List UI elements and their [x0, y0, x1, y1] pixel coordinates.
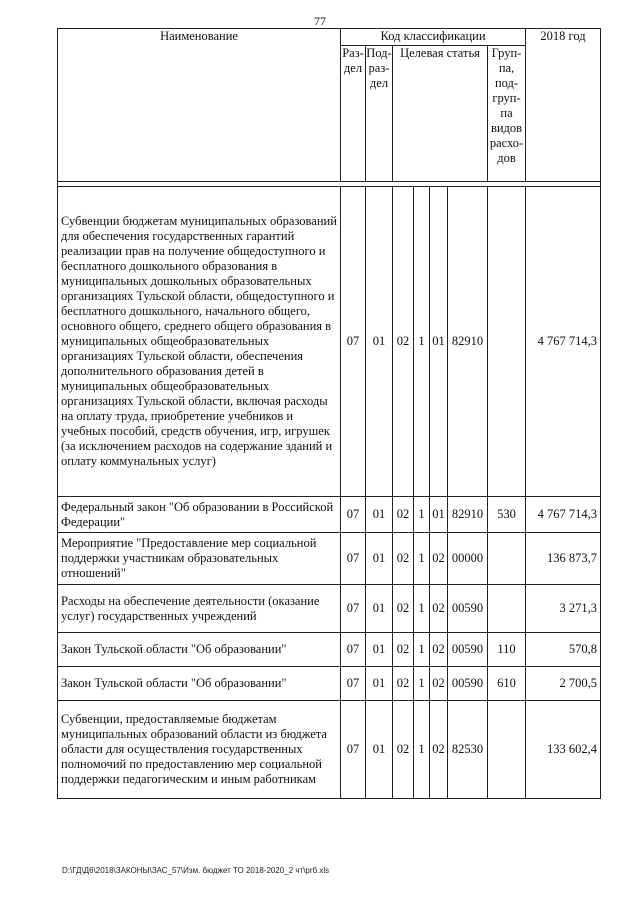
row-ts-program: 02 [393, 633, 414, 667]
row-ts-direction: 82910 [448, 187, 488, 497]
page-number: 77 [314, 14, 326, 28]
row-ts-program: 02 [393, 667, 414, 701]
row-name: Субвенции бюджетам муниципальных образований для обеспечения государственных гарантий реализации прав на получение общедоступного и бесплатного дошкольного образования в муниципальных дошкольных образовательных организациях Тульской области, общедоступного и бесплатного дошкольного, начального общего, основного общего, среднего общего образования в муниципальных общеобразовательных организациях Тульской области, обеспечения дополнительного образования детей в муниципальных общеобразовательных организациях Тульской области, включая расходы на оплату труда, приобретение учебников и учебных пособий, средств обучения, игр, игрушек (за исключением расходов на содержание зданий и оплату коммунальных услуг) [58, 187, 341, 497]
row-razdel: 07 [341, 701, 366, 799]
row-amount: 133 602,4 [526, 701, 601, 799]
row-name: Федеральный закон "Об образовании в Российской Федерации" [58, 497, 341, 533]
row-ts-direction: 00590 [448, 633, 488, 667]
row-group: 530 [488, 497, 526, 533]
row-razdel: 07 [341, 633, 366, 667]
row-group [488, 187, 526, 497]
row-ts-program: 02 [393, 701, 414, 799]
row-ts-subprogram: 1 [414, 187, 430, 497]
row-ts-event: 02 [430, 585, 448, 633]
row-razdel: 07 [341, 667, 366, 701]
row-podrazdel: 01 [366, 667, 393, 701]
row-ts-direction: 82530 [448, 701, 488, 799]
row-ts-direction: 00590 [448, 585, 488, 633]
row-amount: 4 767 714,3 [526, 187, 601, 497]
row-amount: 3 271,3 [526, 585, 601, 633]
row-razdel: 07 [341, 187, 366, 497]
row-razdel: 07 [341, 533, 366, 585]
header-classification: Код классификации [341, 29, 526, 46]
row-ts-direction: 00590 [448, 667, 488, 701]
row-ts-direction: 82910 [448, 497, 488, 533]
header-name: Наименование [58, 29, 341, 182]
row-ts-direction: 00000 [448, 533, 488, 585]
row-ts-subprogram: 1 [414, 533, 430, 585]
header-group: Груп- па, под- груп- па видов расхо- дов [488, 46, 526, 182]
row-razdel: 07 [341, 497, 366, 533]
row-podrazdel: 01 [366, 187, 393, 497]
row-ts-program: 02 [393, 585, 414, 633]
row-amount: 570,8 [526, 633, 601, 667]
row-ts-event: 02 [430, 533, 448, 585]
row-group [488, 585, 526, 633]
row-ts-subprogram: 1 [414, 667, 430, 701]
row-podrazdel: 01 [366, 585, 393, 633]
row-podrazdel: 01 [366, 701, 393, 799]
file-path-footer: D:\ГД\Д6\2018\ЗАКОНЫ\ЗАС_57\Изм. бюджет ТО 2018-2020_2 чт\prб.xls [62, 866, 330, 875]
row-ts-event: 02 [430, 633, 448, 667]
row-name: Закон Тульской области "Об образовании" [58, 667, 341, 701]
row-ts-event: 02 [430, 667, 448, 701]
row-group: 610 [488, 667, 526, 701]
row-group [488, 533, 526, 585]
row-razdel: 07 [341, 585, 366, 633]
row-amount: 2 700,5 [526, 667, 601, 701]
table-row [58, 497, 601, 533]
row-group: 110 [488, 633, 526, 667]
table-row [58, 667, 601, 701]
row-ts-event: 01 [430, 497, 448, 533]
row-amount: 136 873,7 [526, 533, 601, 585]
row-podrazdel: 01 [366, 633, 393, 667]
header-target-article: Целевая статья [393, 46, 488, 182]
row-ts-subprogram: 1 [414, 585, 430, 633]
table-row [58, 633, 601, 667]
row-ts-subprogram: 1 [414, 701, 430, 799]
row-ts-event: 01 [430, 187, 448, 497]
row-ts-program: 02 [393, 497, 414, 533]
row-name: Субвенции, предоставляемые бюджетам муниципальных образований области из бюджета области для осуществления государственных полномочий по предоставлению мер социальной поддержки педагогическим и иным работникам [58, 701, 341, 799]
row-ts-event: 02 [430, 701, 448, 799]
row-amount: 4 767 714,3 [526, 497, 601, 533]
table-row [58, 533, 601, 585]
row-ts-subprogram: 1 [414, 633, 430, 667]
header-razdel: Раз- дел [341, 46, 366, 182]
table-row [58, 187, 601, 497]
budget-table [57, 28, 601, 799]
row-name: Закон Тульской области "Об образовании" [58, 633, 341, 667]
table-row [58, 585, 601, 633]
row-name: Мероприятие "Предоставление мер социальной поддержки участникам образовательных отношений" [58, 533, 341, 585]
row-ts-program: 02 [393, 187, 414, 497]
row-name: Расходы на обеспечение деятельности (оказание услуг) государственных учреждений [58, 585, 341, 633]
row-podrazdel: 01 [366, 497, 393, 533]
table-row [58, 701, 601, 799]
header-year: 2018 год [526, 29, 601, 182]
row-ts-program: 02 [393, 533, 414, 585]
row-group [488, 701, 526, 799]
row-ts-subprogram: 1 [414, 497, 430, 533]
header-podrazdel: Под- раз- дел [366, 46, 393, 182]
row-podrazdel: 01 [366, 533, 393, 585]
